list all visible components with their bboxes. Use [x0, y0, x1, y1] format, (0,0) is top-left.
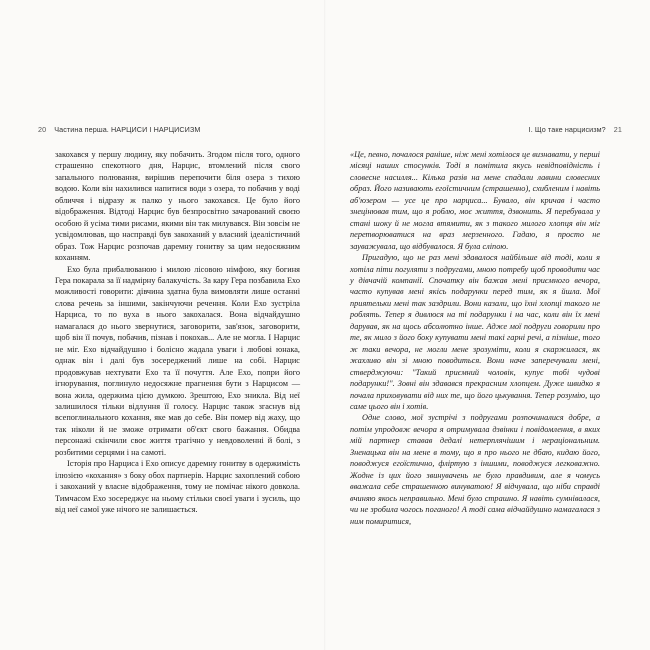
left-paragraph: Історія про Нарциса і Ехо описує даремну гонитву в одержимість ілюзією «кохання» з боку обох партнерів. Нарцис захоплений собою і закоханий у власне відображення, тому не помічає нікого довкола. Тимчасом Ехо зосереджує на ньому стільки своєї уваги і зусиль, що від неї самої уже нічого не залишається. [55, 459, 300, 515]
left-paragraph: Ехо була прибалюваною і милою лісовою німфою, яку богиня Гера покарала за її надмірну балакучість. За кару Гера позбавила Ехо можливості говорити: дівчина здатна була вимовляти лише останні слова речень за іншими, закінчуючи речення. Коли Ехо зустріла Нарциса, то по вуха в нього закохалася. Вона відчайдушно намагалася до нього звернутися, заговорити, зав'язок, заговорити, щоб він її почув, побачив, пізнав і покохав... Але не могла. І Нарцис не міг. Ехо відчайдушно і болісно жадала уваги і любові юнака, однак він і далі був зосереджений лише на собі. Нарцис продовжував нехтувати Ехо та її почуття. Але Ехо, попри його ігнорування, поглинуло недосяжне прагнення бути з Нарцисом — вона жила, одержима цією думкою. Зрештою, Ехо зникла. Від неї залишилося тільки відлуння її голосу. Нарцис також згаснув від всепоглинального кохання, яке мав до себе. Він помер від жаху, що так ніколи й не зможе отримати об'єкт свого бажання. Обидва персонажі скінчили своє життя трагічно у невдоволенні й болі, з розбитими серцями і на самоті. [55, 264, 300, 457]
left-paragraph: закохався у першу людину, яку побачить. Згодом після того, одного страшенно спекотного дня, Нарцис, втомлений після свого запального полювання, вирішив перепочити біля озера з тихою водою. Коли він нахилився напитися води з озера, то побачив у воді обличчя і відразу ж палко у нього закохався. Це було його відображення. Відтоді Нарцис був безпросвітно зачарований своєю особою й усіма тими рисами, якими він так милувався. Він зовсім не усвідомлював, що насправді був закоханий у власний ідеалістичний образ. Тож Нарцис розпочав даремну гонитву за цим недосяжним коханням. [55, 150, 300, 263]
left-running-header [38, 125, 200, 134]
right-chapter-title: I. Що таке нарцисизм? [528, 125, 606, 134]
left-section-title: НАРЦИСИ І НАРЦИСИЗМ [111, 125, 201, 134]
right-paragraph: Одне слово, мої зустрічі з подругами розпочиналися добре, а потім упродовж вечора я отримувала дзвінки і повідомлення, в яких мій партнер ставав дедалі нетерплячішим і нераціональним. Зненацька він на мене в тому, що я про нього не дбаю, кидаю його, поводжуся егоїстично, фліртую з іншими, поводжуся легковажно. Жодне із цих його звинувачень не було правдивим, але я чомусь вважала себе страшенною винуватою! Я відчувала, що ніби справді вчиняю якось неправильно. Мені було страшно. Я навіть сумнівалася, чи не зробила чогось поганого! А тоді сама відчайдушно намагалася з ним помиритися, [350, 413, 600, 526]
left-section-label: Частина перша. [54, 125, 109, 134]
right-page-body [350, 149, 600, 527]
right-running-header [529, 125, 622, 134]
right-page-number: 21 [613, 125, 622, 134]
left-page-number: 20 [38, 125, 47, 134]
right-paragraph: Пригадую, що не раз мені здавалося найбільше від тоді, коли я хотіла піти погуляти з подругами, мною потребу щоб проводити час у дівчачій компанії. Спочатку він бажав мені приємного вечора, часто купував мені якісь подарунки перед тим, як я йшла. Мої приятельки мені так заздрили. Вони казали, що їхні хлопці такого не роблять. Тепер я дивлюся на ті подарунки і на час, коли він їх мені дарував, як на щось абсолютно інше. Адже мої подруги говорили про те, як мило з його боку купувати мені такі гарні речі, а пізніше, того ж таки вечора, не могли мене зрозуміти, коли я скаржилася, як жахливо він зі мною поводиться. Вони наче заперечували мені, стверджуючи: "Такий приємний чоловік, купує тобі чудові подарунки!". Зовні він здавався прекрасним хлопцем. Дуже швидко я почала приховувати від них те, що його цькування. Тепер розумію, що саме цього він і хотів. [350, 253, 600, 411]
book-gutter [324, 0, 326, 650]
right-paragraph: «Це, певно, почалося раніше, ніж мені хотілося це визнавати, у перші місяці наших стосунків. Тоді я помітила якусь невідповідність і словесне насилля... Кілька разів на мене спадали лавини словесних образ. Його називають егоїстичним (страшенно), схибленим і навіть аб'юзером — усе це про нарциса... Бувало, він кричав і часто знецінював тим, що я роблю, моє життя, дзвонить. Я перебувала у стані шоку й не могла втямити, як з такого милого хлопця він міг перетворюватися на враз мерзенного. Гадаю, я просто не зауважувала, що відбувалося. Я була сліпою. [350, 150, 600, 251]
left-page-body [55, 149, 300, 516]
